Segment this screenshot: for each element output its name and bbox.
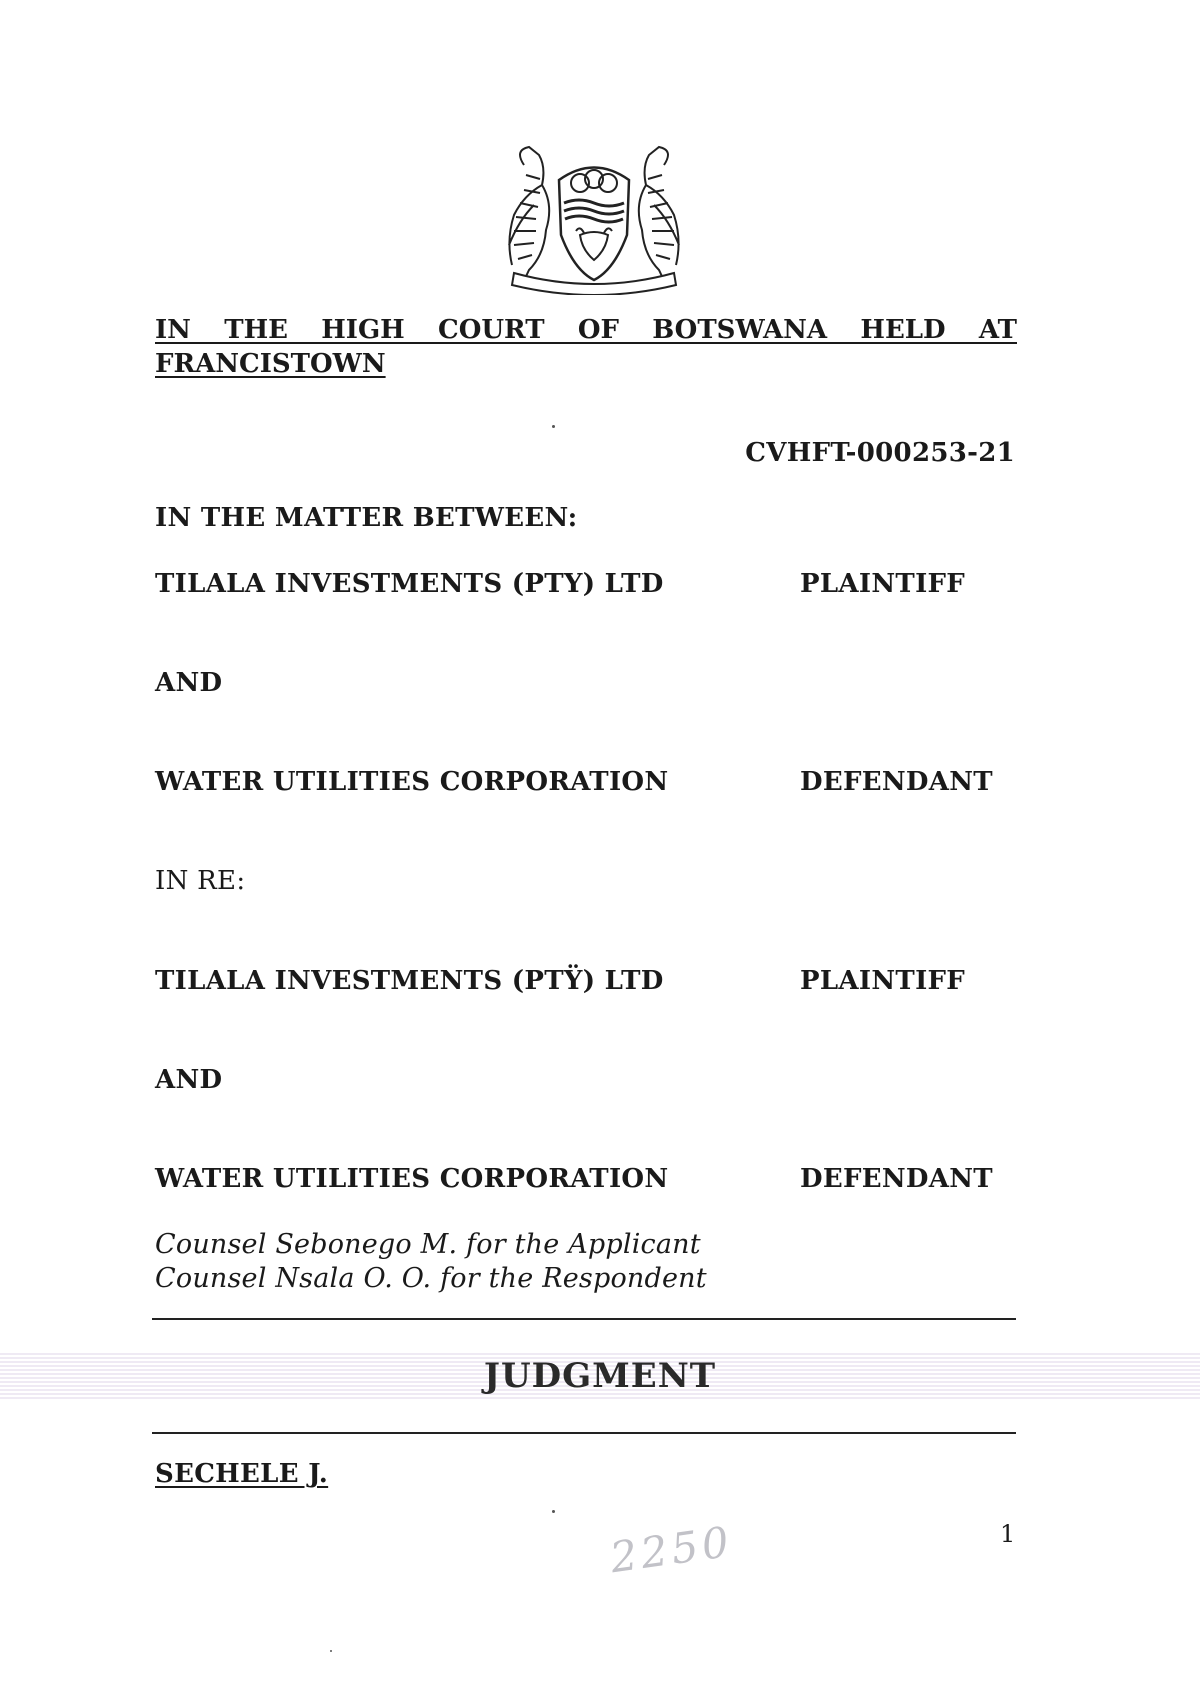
case-number: CVHFT-000253-21: [745, 438, 1015, 468]
party-role: DEFENDANT: [800, 1164, 993, 1194]
party-name: TILALA INVESTMENTS (PTŸ) LTD: [155, 966, 664, 996]
handwritten-mark: 2250: [607, 1516, 736, 1583]
party-name: TILALA INVESTMENTS (PTY) LTD: [155, 569, 664, 599]
party-role: PLAINTIFF: [800, 966, 966, 996]
party-role: DEFENDANT: [800, 767, 993, 797]
judge-name: SECHELE J.: [155, 1459, 329, 1489]
divider: [152, 1432, 1016, 1434]
court-heading: IN THE HIGH COURT OF BOTSWANA HELD AT: [155, 315, 1017, 345]
scan-speck: [552, 1510, 555, 1513]
party-name: WATER UTILITIES CORPORATION: [155, 767, 669, 797]
matter-intro: IN THE MATTER BETWEEN:: [155, 503, 578, 533]
scan-speck: [330, 1650, 332, 1652]
judgment-title: JUDGMENT: [483, 1356, 717, 1396]
scan-speck: [552, 425, 555, 428]
party-name: WATER UTILITIES CORPORATION: [155, 1164, 669, 1194]
party-role: PLAINTIFF: [800, 569, 966, 599]
and-separator: AND: [155, 1065, 223, 1095]
and-separator: AND: [155, 668, 223, 698]
divider: [152, 1318, 1016, 1320]
counsel-applicant: Counsel Sebonego M. for the Applicant: [155, 1229, 701, 1260]
botswana-coat-of-arms-icon: [484, 145, 704, 295]
counsel-respondent: Counsel Nsala O. O. for the Respondent: [155, 1263, 707, 1294]
in-re-label: IN RE:: [155, 866, 246, 896]
page-number: 1: [1000, 1520, 1016, 1548]
court-heading-location: FRANCISTOWN: [155, 349, 386, 379]
